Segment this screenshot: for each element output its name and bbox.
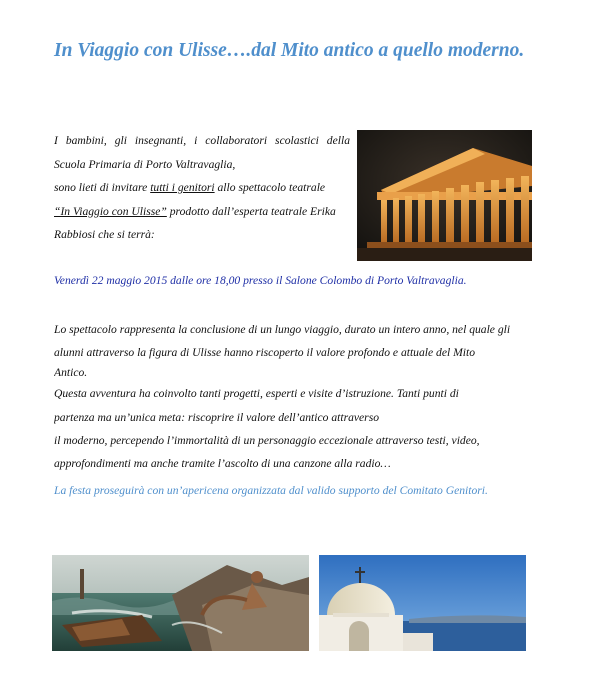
document-title: In Viaggio con Ulisse….dal Mito antico a quello moderno. bbox=[54, 40, 525, 61]
intro-line-1: I bambini, gli insegnanti, i collaboratori scolastici della bbox=[54, 134, 350, 147]
ulysses-painting-image bbox=[52, 555, 309, 651]
intro-line-3: sono lieti di invitare tutti i genitori allo spettacolo teatrale bbox=[54, 181, 326, 194]
body-line: partenza ma un’unica meta: riscoprire il valore dell’antico attraverso bbox=[54, 410, 380, 424]
event-date: Venerdì 22 maggio 2015 dalle ore 18,00 presso il Salone Colombo di Porto Valtravaglia. bbox=[54, 274, 467, 287]
body-line: Antico. bbox=[54, 366, 88, 380]
intro-line-2: Scuola Primaria di Porto Valtravaglia, bbox=[54, 157, 236, 171]
show-title: “In Viaggio con Ulisse” bbox=[54, 204, 167, 218]
body-line: alunni attraverso la figura di Ulisse hanno riscoperto il valore profondo e attuale del Mito bbox=[54, 346, 475, 360]
santorini-church-image bbox=[319, 555, 526, 651]
body-line: approfondimenti ma anche tramite l’ascolto di una canzone alla radio… bbox=[54, 457, 391, 471]
body-line: il moderno, percependo l’immortalità di un personaggio eccezionale attraverso testi, video, bbox=[54, 433, 480, 447]
body-line: Questa avventura ha coinvolto tanti progetti, esperti e visite d’istruzione. Tanti punti di bbox=[54, 387, 459, 401]
body-text bbox=[54, 318, 534, 475]
intro-paragraph bbox=[54, 129, 350, 247]
closing-note: La festa proseguirà con un’apericena organizzata dal valido supporto del Comitato Genitori. bbox=[54, 484, 488, 497]
underlined-parents: tutti i genitori bbox=[150, 181, 215, 194]
intro-line-4: “In Viaggio con Ulisse” prodotto dall’esperta teatrale Erika bbox=[54, 204, 336, 218]
greek-temple-image bbox=[357, 130, 532, 261]
intro-line-5: Rabbiosi che si terrà: bbox=[54, 228, 155, 241]
body-line: Lo spettacolo rappresenta la conclusione di un lungo viaggio, durato un intero anno, nel quale gli bbox=[54, 323, 511, 336]
